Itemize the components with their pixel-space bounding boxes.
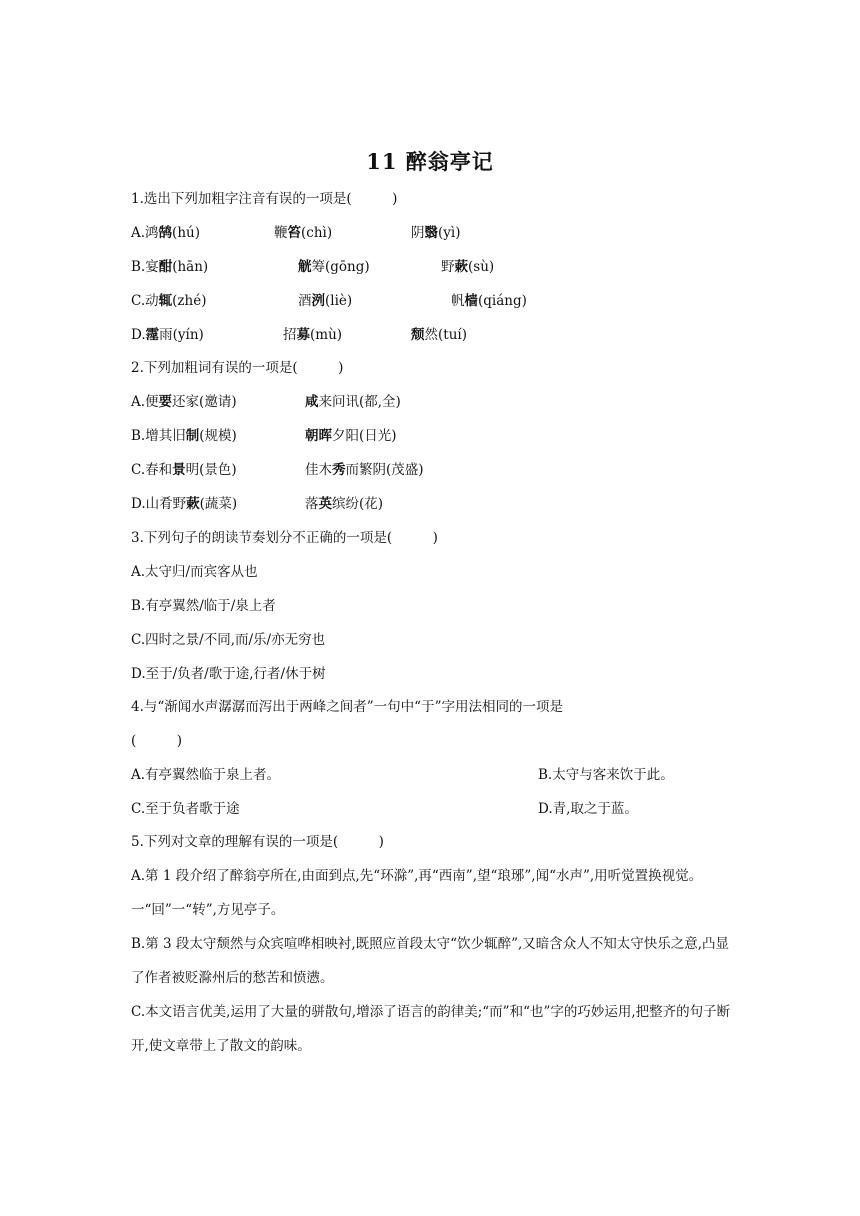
text: D.山肴野 [131,496,187,512]
text: 缤纷(花) [332,496,384,512]
text: 鞭 [274,225,288,241]
bold-char: 募 [296,327,310,343]
q4-option-b: B.太守与客来饮于此。 [538,767,674,783]
text: (mù) [310,327,343,343]
text: (zhé) [172,293,207,309]
text: C.动 [131,293,159,309]
text: 招 [283,327,297,343]
text: 雨(yín) [159,327,204,343]
text: B.宴 [131,259,159,275]
q4-option-c: C.至于负者歌于途 [131,801,240,817]
bold-char: 鹄 [158,225,173,241]
text: (sù) [468,259,495,275]
bold-char: 景 [172,462,186,478]
bold-char: 蔌 [186,496,200,512]
q5-option-a: A.第 1 段介绍了醉翁亭所在,由面到点,先“环滁”,再“西南”,望“琅琊”,闻“水声”,用听觉置换视觉。一“回”一“转”,方见亭子。 [131,868,703,918]
text: (蔬菜) [199,496,238,512]
text: (hān) [172,259,209,275]
bold-char: 咸 [305,394,319,410]
bold-char: 辄 [158,293,173,309]
q4-option-d: D.青,取之于蓝。 [538,801,638,817]
q1-stem: 1.选出下列加粗字注音有误的一项是( ) [131,191,398,207]
q5-stem: 5.下列对文章的理解有误的一项是( ) [131,834,384,850]
q4-answer-paren: ( ) [131,733,183,749]
q3-option-a: A.太守归/而宾客从也 [131,564,258,580]
text: B.增其旧 [131,428,186,444]
text: 阴 [411,225,425,241]
q3-option-d: D.至于/负者/歌于途,行者/休于树 [131,666,326,682]
q3-option-c: C.四时之景/不同,而/乐/亦无穷也 [131,632,326,648]
text: 明(景色) [185,462,237,478]
bold-char: 制 [185,428,200,444]
text: (规模) [199,428,237,444]
text: C.春和 [131,462,173,478]
text: 筹(gōng) [311,259,370,275]
bold-char: 觥 [298,259,312,275]
bold-char: 酣 [158,259,173,275]
text: (liè) [325,293,353,309]
text: 落 [305,496,319,512]
bold-char: 霪 [145,327,160,343]
page-title: 11 醉翁亭记 [366,149,494,174]
text: (chì) [301,225,333,241]
bold-char: 笞 [287,225,301,241]
text: 然(tuí) [424,327,467,343]
bold-char: 颓 [411,327,425,343]
text: 野 [441,259,455,275]
text: 夕阳(日光) [332,428,397,444]
text: 酒 [298,293,312,309]
text: A.鸿 [131,225,159,241]
text: D. [131,327,146,343]
q3-option-b: B.有亭翼然/临于/泉上者 [131,598,276,614]
text: 而繁阴(茂盛) [345,462,424,478]
text: 佳木 [305,462,332,478]
q5-option-b: B.第 3 段太守颓然与众宾喧哗相映衬,既照应首段太守“饮少辄醉”,又暗含众人不知太守快乐之意,凸显了作者被贬滁州后的愁苦和愤懑。 [131,936,730,986]
q3-stem: 3.下列句子的朗读节奏划分不正确的一项是( ) [131,530,438,546]
q2-stem: 2.下列加粗词有误的一项是( ) [131,360,344,376]
text: (qiáng) [478,293,527,309]
text: 还家(邀请) [172,394,237,410]
bold-char: 要 [158,394,173,410]
bold-char: 翳 [424,225,438,241]
text: (yì) [438,225,461,241]
text: 帆 [451,293,465,309]
bold-char: 樯 [464,293,478,309]
bold-char: 洌 [311,293,325,309]
q4-stem: 4.与“渐闻水声潺潺而泻出于两峰之间者”一句中“于”字用法相同的一项是 [131,699,563,715]
bold-char: 朝晖 [305,428,332,444]
bold-char: 蔌 [454,259,468,275]
bold-char: 英 [318,496,332,512]
bold-char: 秀 [332,462,346,478]
q4-option-a: A.有亭翼然临于泉上者。 [131,767,281,783]
text: (hú) [172,225,200,241]
q5-option-c: C.本文语言优美,运用了大量的骈散句,增添了语言的韵律美;“而”和“也”字的巧妙运用,把整齐的句子断开,使文章带上了散文的韵味。 [131,1004,731,1054]
text: 来问讯(都,全) [318,394,401,410]
text: A.便 [131,394,159,410]
